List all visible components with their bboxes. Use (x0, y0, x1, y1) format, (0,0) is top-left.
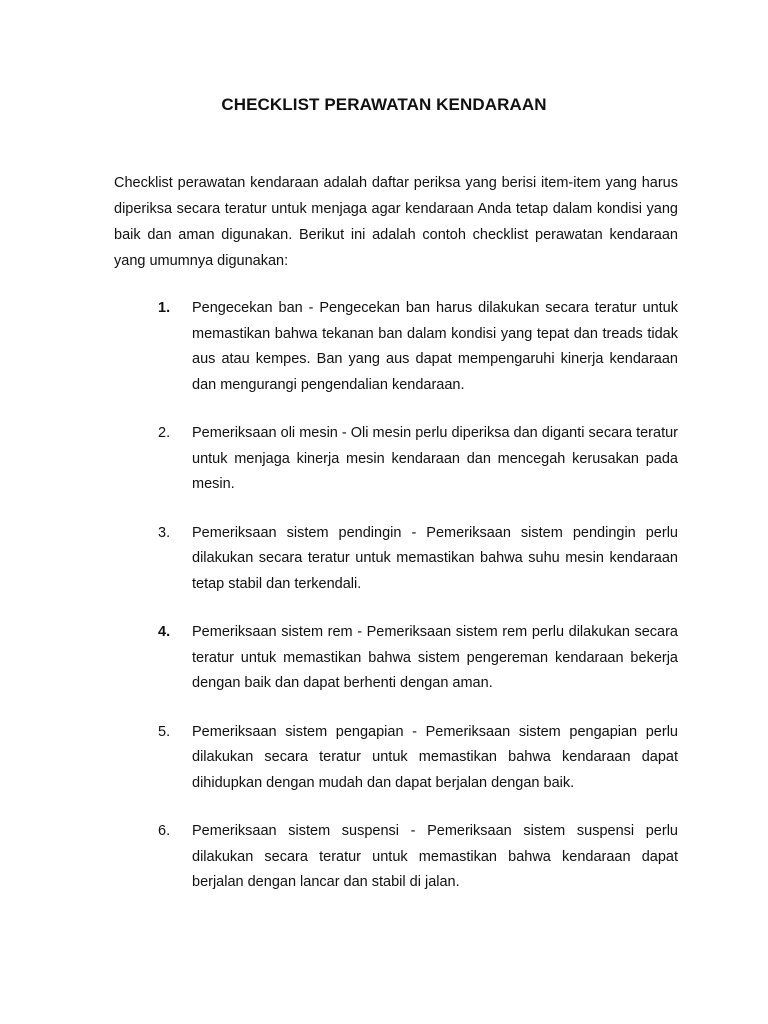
item-text: Pemeriksaan sistem pendingin - Pemeriksaan sistem pendingin perlu dilakukan secara teratur untuk memastikan bahwa suhu mesin kendaraan tetap stabil dan terkendali. (192, 524, 678, 592)
checklist-item-3 (0, 521, 768, 598)
item-number: 5. (158, 723, 171, 740)
item-number: 1. (158, 300, 171, 316)
item-text: Pemeriksaan sistem rem - Pemeriksaan sistem rem perlu dilakukan secara teratur untuk memastikan bahwa sistem pengereman kendaraan bekerja dengan baik dan dapat berhenti dengan aman. (192, 624, 678, 691)
item-number: 3. (158, 524, 171, 541)
item-number: 6. (158, 823, 171, 839)
page-title: CHECKLIST PERAWATAN KENDARAAN (221, 95, 547, 114)
checklist-item-2 (0, 421, 768, 498)
item-text: Pengecekan ban - Pengecekan ban harus dilakukan secara teratur untuk memastikan bahwa tekanan ban dalam kondisi yang tepat dan treads tidak aus atau kempes. Ban yang aus dapat mempengaruhi kinerja kendaraan dan mengurangi pengendalian kendaraan. (192, 300, 678, 393)
checklist-item-5 (0, 720, 768, 797)
item-text: Pemeriksaan oli mesin - Oli mesin perlu diperiksa dan diganti secara teratur untuk menjaga kinerja mesin kendaraan dan mencegah kerusakan pada mesin. (192, 425, 678, 492)
item-text: Pemeriksaan sistem suspensi - Pemeriksaan sistem suspensi perlu dilakukan secara teratur untuk memastikan bahwa kendaraan dapat berjalan dengan lancar dan stabil di jalan. (192, 823, 678, 890)
checklist (0, 296, 768, 919)
intro-paragraph: Checklist perawatan kendaraan adalah daftar periksa yang berisi item-item yang harus diperiksa secara teratur untuk menjaga agar kendaraan Anda tetap dalam kondisi yang baik dan aman digunakan. Berikut ini adalah contoh checklist perawatan kendaraan yang umumnya digunakan: (114, 175, 678, 269)
checklist-item-4 (0, 620, 768, 697)
checklist-item-6 (0, 819, 768, 896)
item-text: Pemeriksaan sistem pengapian - Pemeriksaan sistem pengapian perlu dilakukan secara teratur untuk memastikan bahwa kendaraan dapat dihidupkan dengan mudah dan dapat berjalan dengan baik. (192, 723, 678, 791)
checklist-item-1 (0, 296, 768, 398)
item-number: 2. (158, 425, 171, 441)
item-number: 4. (158, 624, 171, 640)
